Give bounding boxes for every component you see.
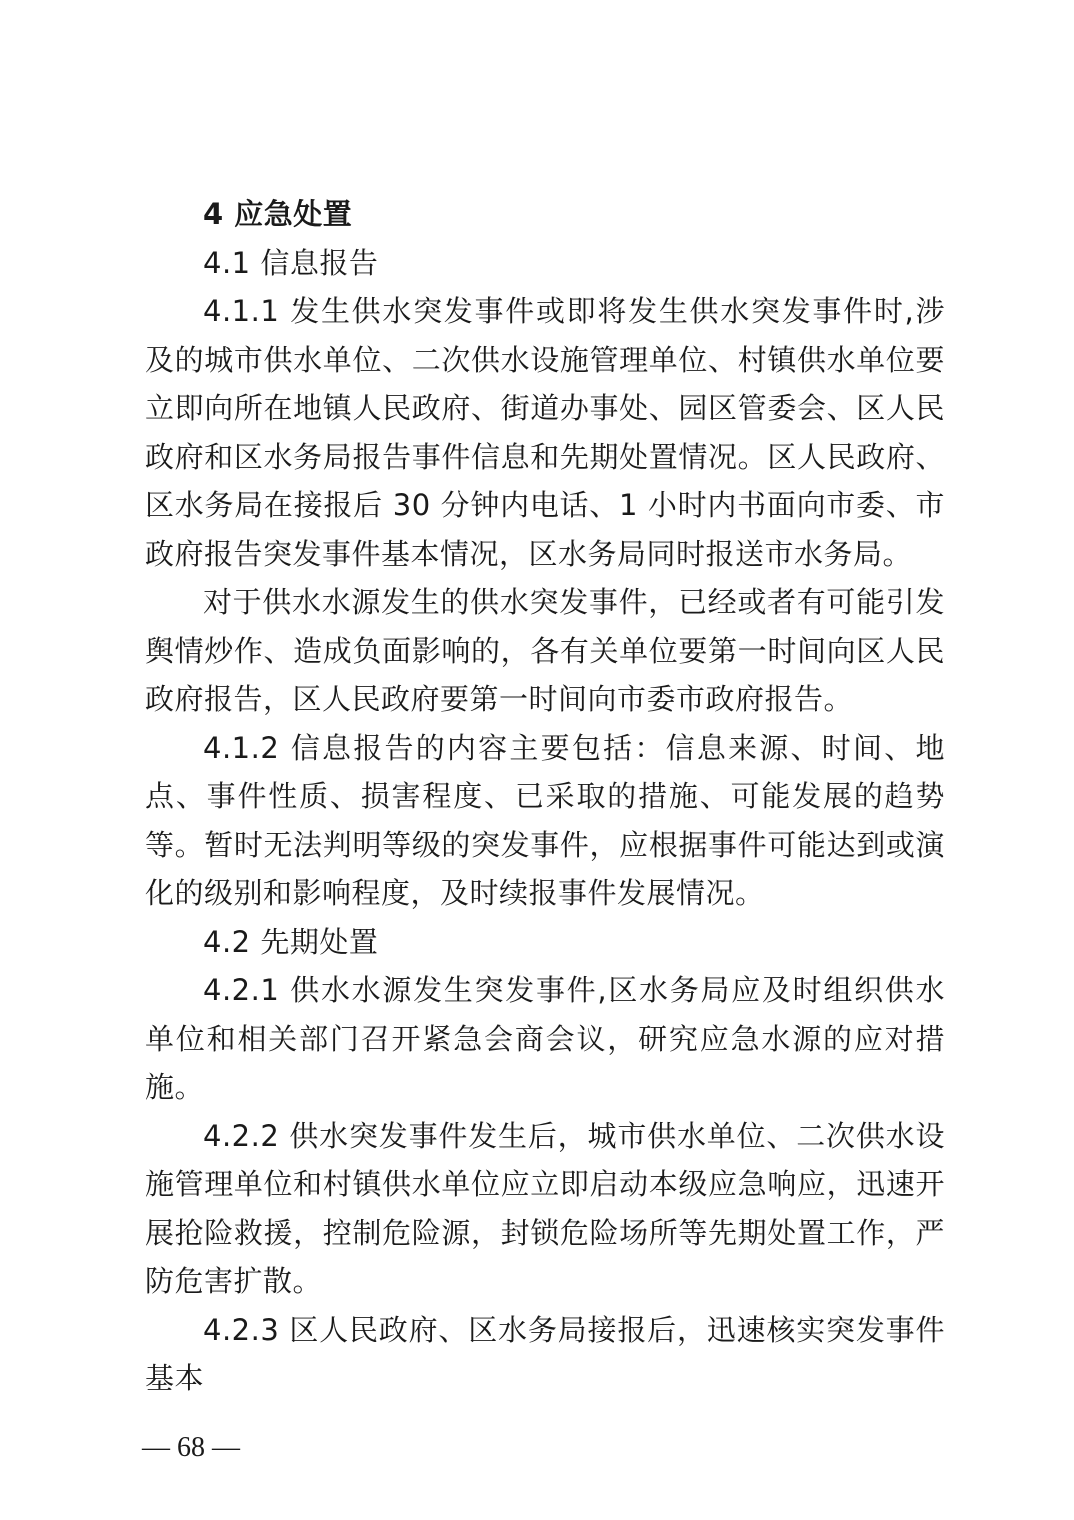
paragraph-4-1-2: 4.1.2 信息报告的内容主要包括：信息来源、时间、地点、事件性质、损害程度、已采取的措施、可能发展的趋势等。暂时无法判明等级的突发事件，应根据事件可能达到或演化的级别和影响程度，及时续报事件发展情况。 [145, 730, 945, 910]
document-body [145, 190, 945, 1403]
subsection-heading-4-1: 4.1 信息报告 [203, 245, 379, 280]
subsection-heading-4-2: 4.2 先期处置 [203, 924, 379, 959]
paragraph-water-source: 对于供水水源发生的供水突发事件，已经或者有可能引发舆情炒作、造成负面影响的，各有关单位要第一时间向区人民政府报告，区人民政府要第一时间向市委市政府报告。 [145, 585, 945, 716]
paragraph-4-2-3: 4.2.3 区人民政府、区水务局接报后，迅速核实突发事件基本 [145, 1312, 945, 1395]
paragraph-4-2-2: 4.2.2 供水突发事件发生后，城市供水单位、二次供水设施管理单位和村镇供水单位应立即启动本级应急响应，迅速开展抢险救援，控制危险源，封锁危险场所等先期处置工作，严防危害扩散。 [145, 1118, 945, 1298]
paragraph-4-1-1: 4.1.1 发生供水突发事件或即将发生供水突发事件时,涉及的城市供水单位、二次供水设施管理单位、村镇供水单位要立即向所在地镇人民政府、街道办事处、园区管委会、区人民政府和区水务局报告事件信息和先期处置情况。区人民政府、区水务局在接报后 30 分钟内电话、1 小时内书面向市委、市政府报告突发事件基本情况，区水务局同时报送市水务局。 [145, 294, 945, 571]
paragraph-4-2-1: 4.2.1 供水水源发生突发事件,区水务局应及时组织供水单位和相关部门召开紧急会商会议，研究应急水源的应对措施。 [145, 973, 945, 1104]
page-number: — 68 — [142, 1432, 240, 1463]
section-heading-4: 4 应急处置 [203, 197, 353, 231]
